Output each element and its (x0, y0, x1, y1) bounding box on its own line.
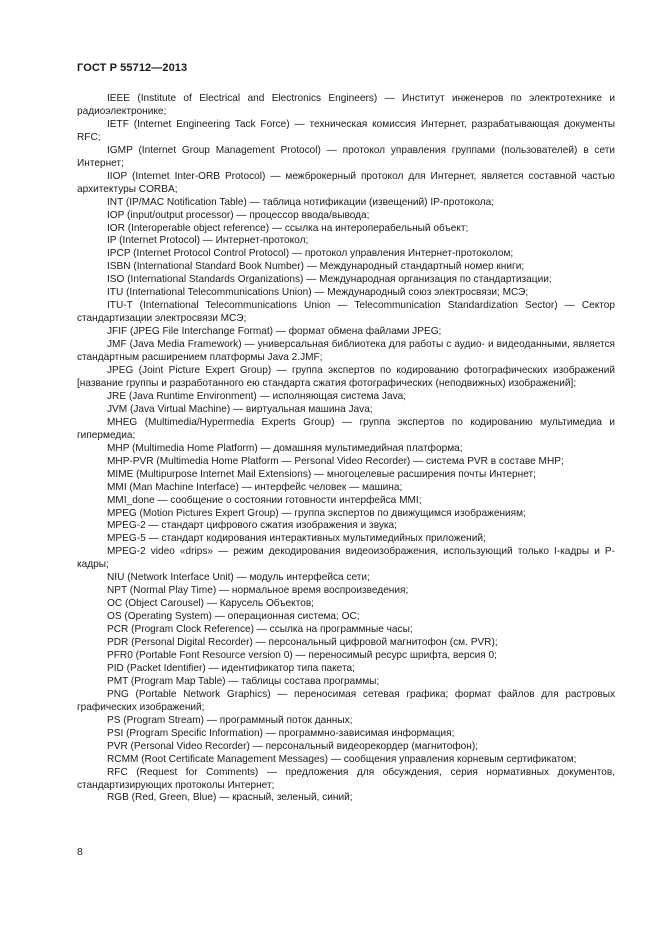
abbreviation-list (77, 93, 615, 805)
list-item: MPEG (Motion Pictures Expert Group) — группа экспертов по движущимся изображениям; (107, 507, 526, 519)
list-item: IOP (input/output processor) — процессор ввода/вывода; (107, 209, 370, 221)
list-item: IEEE (Institute of Electrical and Electronics Engineers) — Институт инженеров по электротехнике и радиоэлектронике; (77, 93, 615, 117)
list-item: MMI (Man Machine Interface) — интерфейс человек — машина; (107, 481, 403, 493)
list-item: MPEG-2 — стандарт цифрового сжатия изображения и звука; (107, 520, 397, 532)
list-item: JFIF (JPEG File Interchange Format) — формат обмена файлами JPEG; (107, 326, 442, 338)
standard-header: ГОСТ Р 55712—2013 (77, 62, 188, 74)
list-item: MPEG-5 — стандарт кодирования интерактивных мультимедийных приложений; (107, 533, 486, 545)
list-item: OC (Object Carousel) — Карусель Объектов; (107, 598, 314, 610)
list-item: IP (Internet Protocol) — Интернет-протокол; (107, 235, 309, 247)
list-item: PID (Packet Identifier) — идентификатор типа пакета; (107, 662, 355, 674)
list-item: PFR0 (Portable Font Resource version 0) — переносимый ресурс шрифта, версия 0; (107, 649, 497, 661)
list-item: INT (IP/MAC Notification Table) — таблица нотификации (извещений) IP-протокола; (107, 196, 495, 208)
list-item: JVM (Java Virtual Machine) — виртуальная машина Java; (107, 403, 373, 415)
list-item: RCMM (Root Certificate Management Messages) — сообщения управления корневым сертификатом; (107, 753, 577, 765)
list-item: MMI_done — сообщение о состоянии готовности интерфейса MMI; (107, 494, 422, 506)
list-item: IPCP (Internet Protocol Control Protocol) — протокол управления Интернет-протоколом; (107, 248, 514, 260)
list-item: ISBN (International Standard Book Number) — Международный стандартный номер книги; (107, 261, 525, 273)
list-item: IETF (Internet Engineering Tack Force) — техническая комиссия Интернет, разрабатывающая документы RFC; (77, 118, 615, 143)
list-item: MHP (Multimedia Home Platform) — домашняя мультимедийная платформа; (107, 442, 463, 454)
list-item: ITU-T (International Telecommunications Union — Telecommunication Standardization Sector) — Сектор стандартизации электросвязи МСЭ; (77, 300, 615, 325)
list-item: JRE (Java Runtime Environment) — исполняющая система Java; (107, 390, 407, 402)
list-item: PS (Program Stream) — программный поток данных; (107, 714, 353, 726)
list-item: MHEG (Multimedia/Hypermedia Experts Group) — группа экспертов по кодированию мультимедиа и гипермедиа; (77, 416, 615, 441)
list-item: JPEG (Joint Picture Expert Group) — группа экспертов по кодированию фотографических изображений [название группы и разработанного ею стандарта сжатия фотографических (неподвижных) изображений]; (77, 365, 615, 389)
list-item: IOR (Interoperable object reference) — ссылка на интероперабельный объект; (107, 222, 469, 234)
list-item: NPT (Normal Play Time) — нормальное время воспроизведения; (107, 585, 409, 597)
list-item: MPEG-2 video «drips» — режим декодирования видеоизображения, использующий только I-кадры и P-кадры; (77, 546, 615, 571)
list-item: RGB (Red, Green, Blue) — красный, зеленый, синий; (107, 792, 353, 804)
list-item: PMT (Program Map Table) — таблицы состава программы; (107, 675, 380, 687)
list-item: ITU (International Telecommunications Union) — Международный союз электросвязи; МСЭ; (107, 287, 529, 299)
list-item: MHP-PVR (Multimedia Home Platform — Personal Video Recorder) — система PVR в составе MHP; (107, 455, 564, 467)
list-item: ISO (International Standards Organizations) — Международная организация по стандартизации; (107, 274, 552, 286)
list-item: PNG (Portable Network Graphics) — переносимая сетевая графика; формат файлов для растровых графических изображений; (77, 688, 615, 713)
page-number: 8 (77, 846, 83, 858)
list-item: PSI (Program Specific Information) — программно-зависимая информация; (107, 727, 455, 739)
list-item: PDR (Personal Digital Recorder) — персональный цифровой магнитофон (см. PVR); (107, 637, 498, 649)
list-item: JMF (Java Media Framework) — универсальная библиотека для работы с аудио- и видеоданными, является стандартным расширением платформы Java 2.JMF; (77, 339, 615, 364)
list-item: PCR (Program Clock Reference) — ссылка на программные часы; (107, 624, 413, 636)
list-item: NIU (Network Interface Unit) — модуль интерфейса сети; (107, 572, 370, 584)
list-item: MIME (Multipurpose Internet Mail Extensions) — многоцелевые расширения почты Интернет; (107, 468, 536, 480)
list-item: PVR (Personal Video Recorder) — персональный видеорекордер (магнитофон); (107, 740, 479, 752)
list-item: IGMP (Internet Group Management Protocol) — протокол управления группами (пользователей) в сети Интернет; (77, 144, 615, 169)
list-item: IIOP (Internet Inter-ORB Protocol) — межброкерный протокол для Интернет, является составной частью архитектуры CORBA; (77, 170, 615, 195)
list-item: OS (Operating System) — операционная система; OC; (107, 611, 360, 623)
list-item: RFC (Request for Comments) — предложения для обсуждения, серия нормативных документов, стандартизирующих протоколы Интернет; (77, 766, 615, 791)
